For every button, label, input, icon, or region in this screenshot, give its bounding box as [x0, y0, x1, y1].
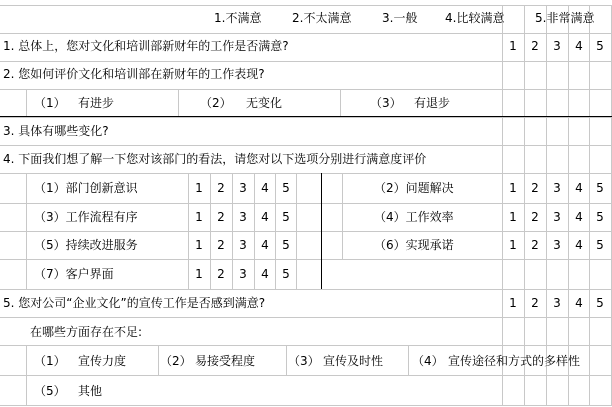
- q5-option-5[interactable]: 其他: [78, 384, 103, 398]
- question-2: 2. 您如何评价文化和培训部在新财年的工作表现?: [3, 67, 265, 81]
- scale-label-1: 1.不满意: [214, 11, 262, 25]
- q4-problem-solving-score-3[interactable]: 3: [553, 181, 561, 195]
- q5-option-3-num: （3）: [288, 354, 320, 368]
- q5-option-2[interactable]: 易接受程度: [195, 354, 256, 368]
- q4-item-commitment: （6）实现承诺: [374, 238, 454, 252]
- q1-score-1[interactable]: 1: [509, 39, 517, 53]
- q4-workflow-score-3[interactable]: 3: [239, 210, 247, 224]
- q4-item-improvement: （5）持续改进服务: [34, 238, 138, 252]
- q5-score-3[interactable]: 3: [553, 296, 561, 310]
- q2-option-3-num: （3）: [370, 96, 402, 110]
- scale-label-2: 2.不太满意: [292, 11, 352, 25]
- scale-label-4: 4.比较满意: [445, 11, 505, 25]
- q5-option-2-num: （2）: [160, 354, 192, 368]
- q4-commitment-score-5[interactable]: 5: [596, 238, 604, 252]
- q4-workflow-score-5[interactable]: 5: [282, 210, 290, 224]
- q4-innovation-score-5[interactable]: 5: [282, 181, 290, 195]
- question-1: 1. 总体上，您对文化和培训部新财年的工作是否满意?: [3, 39, 289, 53]
- q4-improvement-score-4[interactable]: 4: [261, 238, 269, 252]
- q4-item-customer-interface: （7）客户界面: [34, 267, 114, 281]
- q4-problem-solving-score-1[interactable]: 1: [509, 181, 517, 195]
- scale-label-3: 3.一般: [382, 11, 418, 25]
- scale-label-5: 5.非常满意: [535, 11, 595, 25]
- q4-problem-solving-score-5[interactable]: 5: [596, 181, 604, 195]
- q4-workflow-score-4[interactable]: 4: [261, 210, 269, 224]
- q2-option-1[interactable]: 有进步: [78, 96, 115, 110]
- q5-shortcomings-prompt: 在哪些方面存在不足:: [30, 325, 143, 339]
- q4-improvement-score-1[interactable]: 1: [195, 238, 203, 252]
- q2-option-1-num: （1）: [34, 96, 66, 110]
- q4-commitment-score-3[interactable]: 3: [553, 238, 561, 252]
- q4-innovation-score-2[interactable]: 2: [217, 181, 225, 195]
- q4-customer-interface-score-3[interactable]: 3: [239, 267, 247, 281]
- q4-customer-interface-score-2[interactable]: 2: [217, 267, 225, 281]
- q4-innovation-score-3[interactable]: 3: [239, 181, 247, 195]
- q4-efficiency-score-1[interactable]: 1: [509, 210, 517, 224]
- q4-efficiency-score-5[interactable]: 5: [596, 210, 604, 224]
- q4-workflow-score-2[interactable]: 2: [217, 210, 225, 224]
- q4-customer-interface-score-4[interactable]: 4: [261, 267, 269, 281]
- q5-option-1[interactable]: 宣传力度: [78, 354, 127, 368]
- q5-option-3[interactable]: 宣传及时性: [323, 354, 384, 368]
- q4-customer-interface-score-5[interactable]: 5: [282, 267, 290, 281]
- q5-option-4-num: （4）: [412, 354, 444, 368]
- q5-option-1-num: （1）: [34, 354, 66, 368]
- question-5: 5. 您对公司“企业文化”的宣传工作是否感到满意?: [3, 296, 266, 310]
- q4-item-problem-solving: （2）问题解决: [374, 181, 454, 195]
- q1-score-2[interactable]: 2: [531, 39, 539, 53]
- q4-workflow-score-1[interactable]: 1: [195, 210, 203, 224]
- q4-innovation-score-1[interactable]: 1: [195, 181, 203, 195]
- q4-problem-solving-score-4[interactable]: 4: [575, 181, 583, 195]
- q4-efficiency-score-4[interactable]: 4: [575, 210, 583, 224]
- q5-score-5[interactable]: 5: [596, 296, 604, 310]
- q2-option-2-num: （2）: [200, 96, 232, 110]
- q1-score-4[interactable]: 4: [575, 39, 583, 53]
- q2-option-2[interactable]: 无变化: [246, 96, 283, 110]
- q4-commitment-score-1[interactable]: 1: [509, 238, 517, 252]
- q5-score-2[interactable]: 2: [531, 296, 539, 310]
- q5-option-4[interactable]: 宣传途径和方式的多样性: [448, 354, 581, 368]
- q2-option-3[interactable]: 有退步: [414, 96, 451, 110]
- q4-item-innovation: （1）部门创新意识: [34, 181, 138, 195]
- question-4: 4. 下面我们想了解一下您对该部门的看法，请您对以下选项分别进行满意度评价: [3, 152, 427, 166]
- q1-score-3[interactable]: 3: [553, 39, 561, 53]
- q4-commitment-score-4[interactable]: 4: [575, 238, 583, 252]
- q4-problem-solving-score-2[interactable]: 2: [531, 181, 539, 195]
- q4-efficiency-score-3[interactable]: 3: [553, 210, 561, 224]
- q4-improvement-score-5[interactable]: 5: [282, 238, 290, 252]
- q4-innovation-score-4[interactable]: 4: [261, 181, 269, 195]
- q4-commitment-score-2[interactable]: 2: [531, 238, 539, 252]
- question-3: 3. 具体有哪些变化?: [3, 124, 109, 138]
- q4-customer-interface-score-1[interactable]: 1: [195, 267, 203, 281]
- q5-option-5-num: （5）: [34, 384, 66, 398]
- q4-efficiency-score-2[interactable]: 2: [531, 210, 539, 224]
- q4-improvement-score-3[interactable]: 3: [239, 238, 247, 252]
- q4-item-workflow: （3）工作流程有序: [34, 210, 138, 224]
- q5-score-4[interactable]: 4: [575, 296, 583, 310]
- q4-improvement-score-2[interactable]: 2: [217, 238, 225, 252]
- q5-score-1[interactable]: 1: [509, 296, 517, 310]
- q1-score-5[interactable]: 5: [596, 39, 604, 53]
- q4-item-efficiency: （4）工作效率: [374, 210, 454, 224]
